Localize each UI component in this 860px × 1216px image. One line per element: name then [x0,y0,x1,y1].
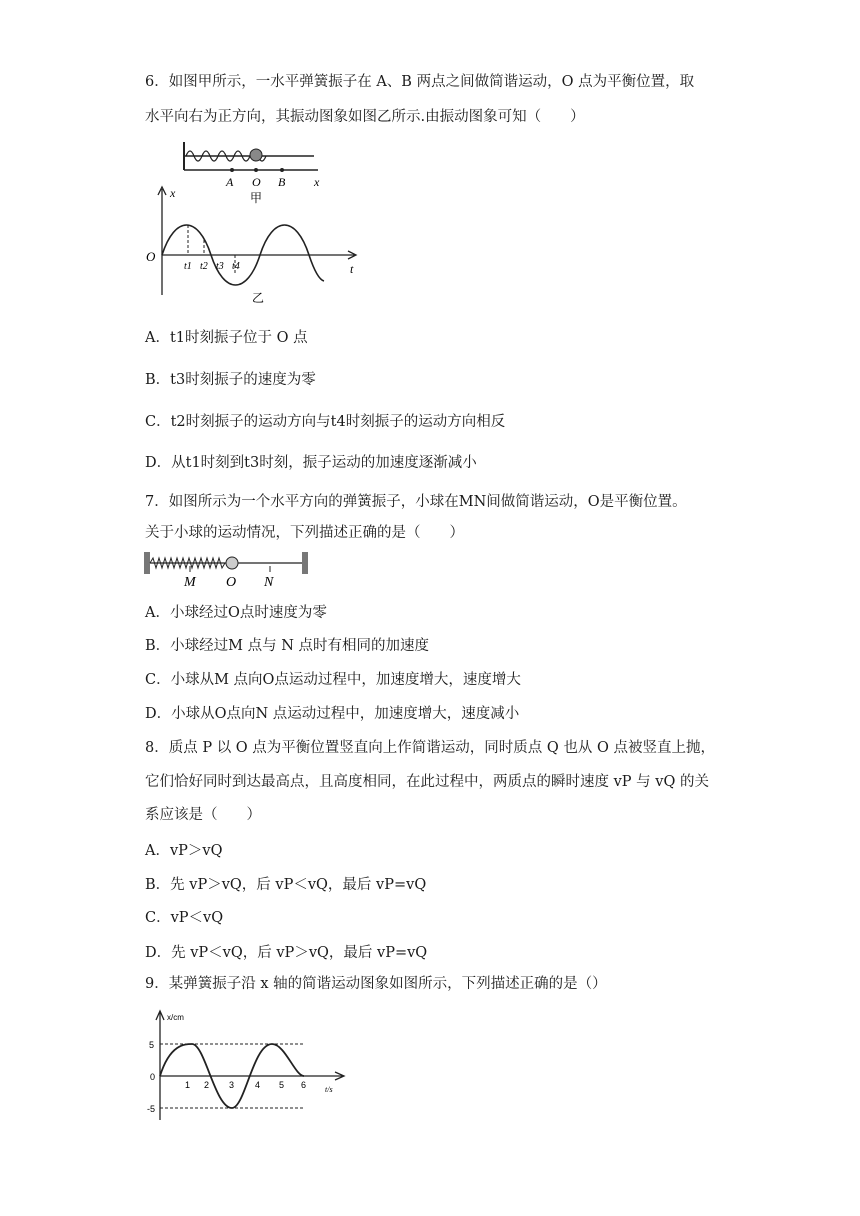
axis-x-label: t/s [325,1085,333,1094]
y-tick-5: 5 [149,1040,155,1050]
q7-figure [142,550,312,590]
label-O: O [226,575,237,590]
caption-jia: 甲 [250,191,263,205]
x-tick-5: 5 [279,1080,285,1090]
x-tick-3: 3 [229,1080,235,1090]
tick-t4: t4 [232,261,240,272]
axis-y-label: x/cm [167,1013,184,1022]
q6-stem-line2: 水平向右为正方向，其振动图象如图乙所示.由振动图象可知（ ） [145,109,585,125]
q7-option-b[interactable]: B．小球经过M 点与 N 点时有相同的加速度 [145,638,430,654]
q6-stem-line1: 6．如图甲所示，一水平弹簧振子在 A、B 两点之间做简谐运动，O 点为平衡位置，取 [145,74,695,90]
label-M: M [184,575,196,590]
q8-stem-line2: 它们恰好同时到达最高点，且高度相同，在此过程中，两质点的瞬时速度 vP 与 vQ 的关 [145,774,709,790]
x-tick-2: 2 [204,1080,210,1090]
q8-option-d[interactable]: D．先 vP＜vQ，后 vP＞vQ，最后 vP=vQ [145,945,428,961]
axis-t-label: t [350,262,354,276]
q6-option-b[interactable]: B．t3时刻振子的速度为零 [145,372,316,388]
q7-stem-line1: 7．如图所示为一个水平方向的弹簧振子，小球在MN间做简谐运动，O是平衡位置。 [145,494,687,510]
q7-option-a[interactable]: A．小球经过O点时速度为零 [145,605,327,621]
label-A: A [226,175,234,189]
q8-option-b[interactable]: B．先 vP＞vQ，后 vP＜vQ，最后 vP=vQ [145,877,427,893]
q8-stem-line3: 系应该是（ ） [145,807,261,823]
tick-t3: t3 [216,261,224,272]
axis-x-label: x [170,186,176,200]
y-tick-0: 0 [150,1072,156,1082]
q9-stem-line1: 9．某弹簧振子沿 x 轴的简谐运动图象如图所示，下列描述正确的是（） [145,976,607,992]
x-tick-4: 4 [255,1080,261,1090]
label-O: O [252,175,261,189]
right-wall [302,552,308,574]
x-tick-6: 6 [301,1080,307,1090]
x-tick-1: 1 [185,1080,191,1090]
q6-option-d[interactable]: D．从t1时刻到t3时刻，振子运动的加速度逐渐减小 [145,455,477,471]
q9-figure [145,1008,350,1126]
y-tick-neg5: -5 [147,1104,156,1114]
tick-t2: t2 [200,261,208,272]
label-B: B [278,175,286,189]
tick-t1: t1 [184,261,192,272]
q7-option-d[interactable]: D．小球从O点向N 点运动过程中，加速度增大，速度减小 [145,706,520,722]
left-wall [144,552,150,574]
oscillator-ball [250,149,262,161]
origin-label: O [146,249,156,264]
q6-option-a[interactable]: A．t1时刻振子位于 O 点 [145,330,308,346]
q8-stem-line1: 8．质点 P 以 O 点为平衡位置竖直向上作简谐运动，同时质点 Q 也从 O 点被竖直上抛， [145,740,716,756]
q7-option-c[interactable]: C．小球从M 点向O点运动过程中，加速度增大，速度增大 [145,672,521,688]
label-N: N [264,575,274,590]
q6-figure-yi [140,185,370,307]
q8-option-c[interactable]: C．vP＜vQ [145,910,224,926]
label-x: x [314,175,320,189]
q7-stem-line2: 关于小球的运动情况，下列描述正确的是（ ） [145,525,464,541]
oscillator-ball [226,557,238,569]
q6-option-c[interactable]: C．t2时刻振子的运动方向与t4时刻振子的运动方向相反 [145,414,506,430]
caption-yi: 乙 [252,291,265,305]
q8-option-a[interactable]: A．vP＞vQ [145,843,223,859]
